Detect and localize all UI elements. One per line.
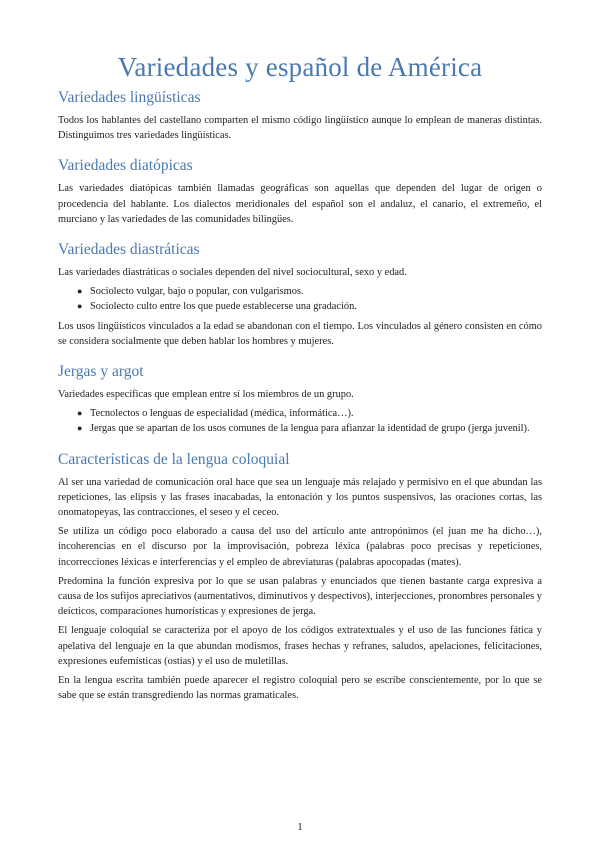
page-number: 1 bbox=[297, 821, 303, 833]
section-jergas-argot bbox=[58, 363, 542, 437]
bullet-list bbox=[58, 406, 542, 436]
paragraph: En la lengua escrita también puede aparecer el registro coloquial pero se escribe conscientemente, por lo que se sabe que se están transgrediendo las normas gramaticales. bbox=[58, 675, 542, 702]
list-item bbox=[77, 299, 542, 314]
section-heading: Jergas y argot bbox=[58, 363, 144, 381]
paragraph: El lenguaje coloquial se caracteriza por el apoyo de los códigos extratextuales y el uso de las funciones fática y apelativa del lenguaje en la que abundan modismos, frases hechas y refranes, saludos, apelaciones, felicitaciones, expresiones eufemísticas (ostias) y el uso de muletillas. bbox=[58, 625, 542, 667]
paragraph: Todos los hablantes del castellano comparten el mismo código lingüístico aunque lo emplean de maneras distintas. Distinguimos tres variedades lingüísticas. bbox=[58, 115, 542, 142]
paragraph: Variedades específicas que emplean entre sí los miembros de un grupo. bbox=[58, 389, 354, 401]
list-item-text: Sociolecto culto entre los que puede establecerse una gradación. bbox=[90, 301, 357, 313]
bullet-list bbox=[58, 284, 542, 314]
bullet-icon: ● bbox=[77, 286, 83, 297]
bullet-icon: ● bbox=[77, 301, 83, 312]
list-item bbox=[77, 406, 542, 421]
list-item-text: Sociolecto vulgar, bajo o popular, con vulgarismos. bbox=[90, 286, 304, 298]
list-item-text: Tecnolectos o lenguas de especialidad (médica, informática…). bbox=[90, 408, 354, 420]
section-heading: Características de la lengua coloquial bbox=[58, 450, 290, 468]
list-item bbox=[77, 421, 542, 436]
section-variedades-linguisticas bbox=[58, 89, 542, 143]
paragraph: Los usos lingüísticos vinculados a la edad se abandonan con el tiempo. Los vinculados al género consisten en cómo se considera socialmente que deben hablar los hombres y mujeres. bbox=[58, 320, 542, 347]
document-page bbox=[58, 52, 542, 707]
paragraph: Predomina la función expresiva por lo que se usan palabras y enunciados que tienen bastante carga expresiva a causa de los sufijos apreciativos (aumentativos, diminutivos y despectivos), interjecciones, pronombres personales y deícticos, comparaciones humorísticas y expresiones de jerga. bbox=[58, 575, 542, 618]
list-item bbox=[77, 284, 542, 299]
section-heading: Variedades diatópicas bbox=[58, 157, 193, 175]
paragraph: Se utiliza un código poco elaborado a causa del uso del artículo ante antropónimos (el juan me ha dicho…), incoherencias en el discurso por la improvisación, pobreza léxica (palabras poco precisas y repeticiones, incorrecciones léxicas e interferencias y el empleo de abreviaturas (palabras apocopadas (mates). bbox=[58, 526, 542, 568]
section-heading: Variedades diastráticas bbox=[58, 241, 200, 259]
paragraph: Las variedades diastráticas o sociales dependen del nivel sociocultural, sexo y edad. bbox=[58, 267, 407, 279]
section-heading: Variedades lingüísticas bbox=[58, 89, 201, 106]
document-title: Variedades y español de América bbox=[117, 52, 483, 82]
section-variedades-diatopicas bbox=[58, 157, 542, 227]
paragraph: Al ser una variedad de comunicación oral hace que sea un lenguaje más relajado y permisivo en el que abundan las repeticiones, las elipsis y las frases inacabadas, la entonación y los puntos suspensivos, las oraciones cortas, las onomatopeyas, las contracciones, el seseo y el ceceo. bbox=[58, 476, 542, 519]
paragraph: Las variedades diatópicas también llamadas geográficas son aquellas que dependen del lugar de origen o procedencia del hablante. Los dialectos meridionales del español son el andaluz, el canario, el extremeño, el murciano y las variedades de las comunidades bilingües. bbox=[58, 183, 542, 225]
bullet-icon: ● bbox=[77, 408, 83, 419]
bullet-icon: ● bbox=[77, 423, 83, 434]
list-item-text: Jergas que se apartan de los usos comunes de la lengua para afianzar la identidad de grupo (jerga juvenil). bbox=[90, 423, 530, 435]
section-lengua-coloquial bbox=[58, 451, 542, 704]
section-variedades-diastraticas bbox=[58, 241, 542, 349]
